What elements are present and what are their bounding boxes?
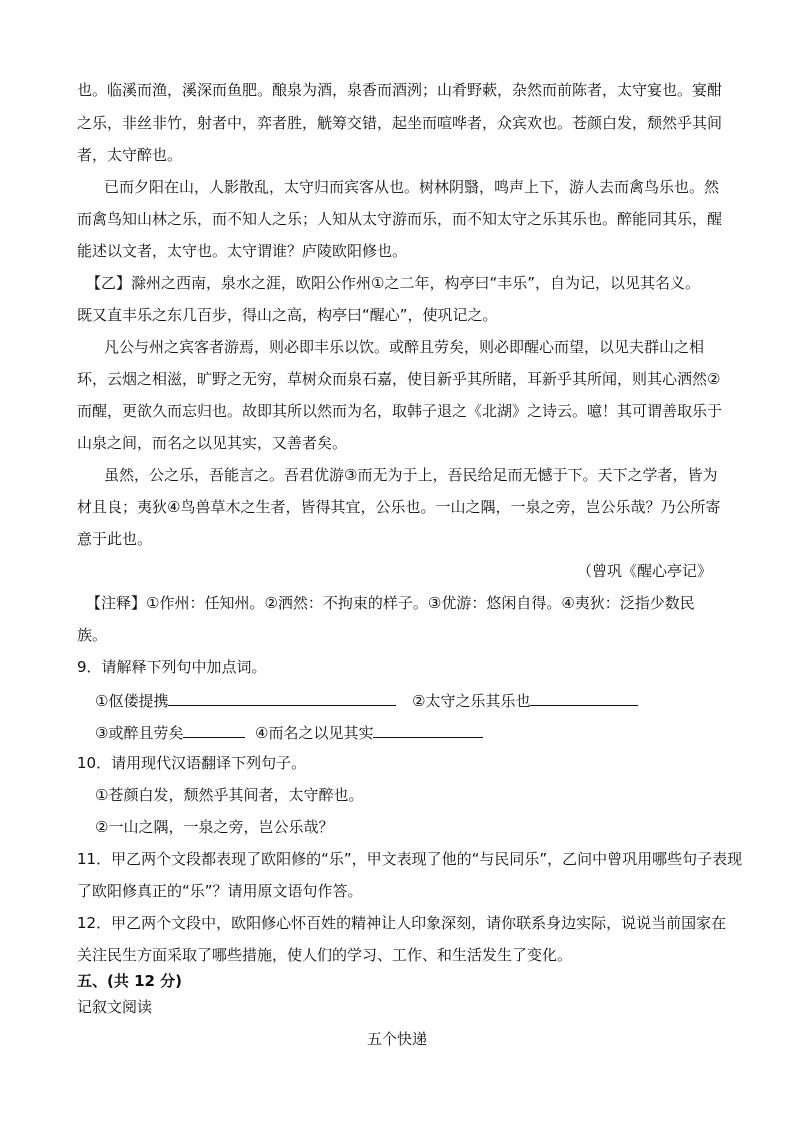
passage-line: 虽然，公之乐，吾能言之。吾君优游③而无为于上，吾民给足而无憾于下。天下之学者，皆为 bbox=[104, 466, 718, 484]
question-10-stem: 10．请用现代汉语翻译下列句子。 bbox=[77, 754, 307, 772]
passage-line: 材且良；夷狄④鸟兽草木之生者，皆得其宜，公乐也。一山之隅，一泉之旁，岂公乐哉？乃公所寄 bbox=[77, 498, 721, 516]
answer-blank[interactable] bbox=[168, 689, 396, 706]
question-9-item-3-text: ③或醉且劳矣 bbox=[95, 724, 184, 742]
passage-line: 已而夕阳在山，人影散乱，太守归而宾客从也。树林阴翳，鸣声上下，游人去而禽鸟乐也。然 bbox=[104, 178, 720, 196]
answer-blank[interactable] bbox=[373, 721, 483, 738]
passage-line: 而醒，更欲久而忘归也。故即其所以然而为名，取韩子退之《北湖》之诗云。噫！其可谓善取乐于 bbox=[77, 402, 723, 420]
passage-line: 之乐，非丝非竹，射者中，弈者胜，觥筹交错，起坐而喧哗者，众宾欢也。苍颜白发，颓然乎其间 bbox=[77, 114, 723, 132]
passage-line: 者，太守醉也。 bbox=[77, 146, 183, 164]
annotation-notes: 族。 bbox=[77, 626, 108, 644]
question-9-item-3 bbox=[95, 721, 245, 743]
question-11-stem: 11．甲乙两个文段都表现了欧阳修的“乐”，甲文表现了他的“与民同乐”，乙问中曾巩用哪些句子表现 bbox=[77, 850, 743, 868]
annotation-notes: 【注释】①作州：任知州。②洒然：不拘束的样子。③优游：悠闲自得。④夷狄：泛指少数民 bbox=[86, 594, 695, 612]
question-10-sentence-2: ②一山之隅，一泉之旁，岂公乐哉？ bbox=[95, 818, 334, 836]
source-attribution: （曾巩《醒心亭记》 bbox=[576, 562, 712, 580]
question-10-sentence-1: ①苍颜白发，颓然乎其间者，太守醉也。 bbox=[95, 786, 364, 804]
question-11-stem: 了欧阳修真正的“乐”？请用原文语句作答。 bbox=[77, 882, 363, 900]
question-9-item-2 bbox=[412, 689, 638, 711]
passage-line: 环，云烟之相滋，旷野之无穷，草树众而泉石嘉，使目新乎其所睹，耳新乎其所闻，则其心洒然② bbox=[77, 370, 721, 388]
question-12-stem: 关注民生方面采取了哪些措施，使人们的学习、工作、和生活发生了变化。 bbox=[77, 946, 573, 964]
passage-line: 既又直丰乐之东几百步，得山之高，构亭曰“醒心”，使巩记之。 bbox=[77, 306, 498, 324]
section-heading: 五、(共 12 分) bbox=[77, 972, 183, 990]
story-title: 五个快递 bbox=[366, 1030, 427, 1048]
question-9-item-2-text: ②太守之乐其乐也 bbox=[412, 692, 531, 710]
question-9-item-1-text: ①伛偻提携 bbox=[95, 692, 169, 710]
question-9-item-4 bbox=[255, 721, 483, 743]
answer-blank[interactable] bbox=[183, 721, 245, 738]
question-12-stem: 12．甲乙两个文段中，欧阳修心怀百姓的精神让人印象深刻，请你联系身边实际，说说当前国家在 bbox=[77, 914, 727, 932]
question-9-stem: 9．请解释下列句中加点词。 bbox=[77, 658, 267, 676]
passage-line: 凡公与州之宾客者游焉，则必即丰乐以饮。或醉且劳矣，则必即醒心而望，以见夫群山之相 bbox=[104, 338, 705, 356]
question-9-item-1 bbox=[95, 689, 396, 711]
passage-line: 山泉之间，而名之以见其实，又善者矣。 bbox=[77, 434, 348, 452]
section-subheading: 记叙文阅读 bbox=[77, 998, 153, 1016]
passage-line: 【乙】滁州之西南，泉水之涯，欧阳公作州①之二年，构亭曰“丰乐”，自为记，以见其名义。 bbox=[86, 274, 700, 292]
question-9-item-4-text: ④而名之以见其实 bbox=[255, 724, 374, 742]
passage-line: 能述以文者，太守也。太守谓谁？庐陵欧阳修也。 bbox=[77, 242, 408, 260]
passage-line: 意于此也。 bbox=[77, 530, 153, 548]
passage-line: 也。临溪而渔，溪深而鱼肥。酿泉为酒，泉香而酒洌；山肴野蔌，杂然而前陈者，太守宴也。宴酣 bbox=[77, 81, 723, 99]
answer-blank[interactable] bbox=[530, 689, 638, 706]
passage-line: 而禽鸟知山林之乐，而不知人之乐；人知从太守游而乐，而不知太守之乐其乐也。醉能同其乐，醒 bbox=[77, 210, 723, 228]
